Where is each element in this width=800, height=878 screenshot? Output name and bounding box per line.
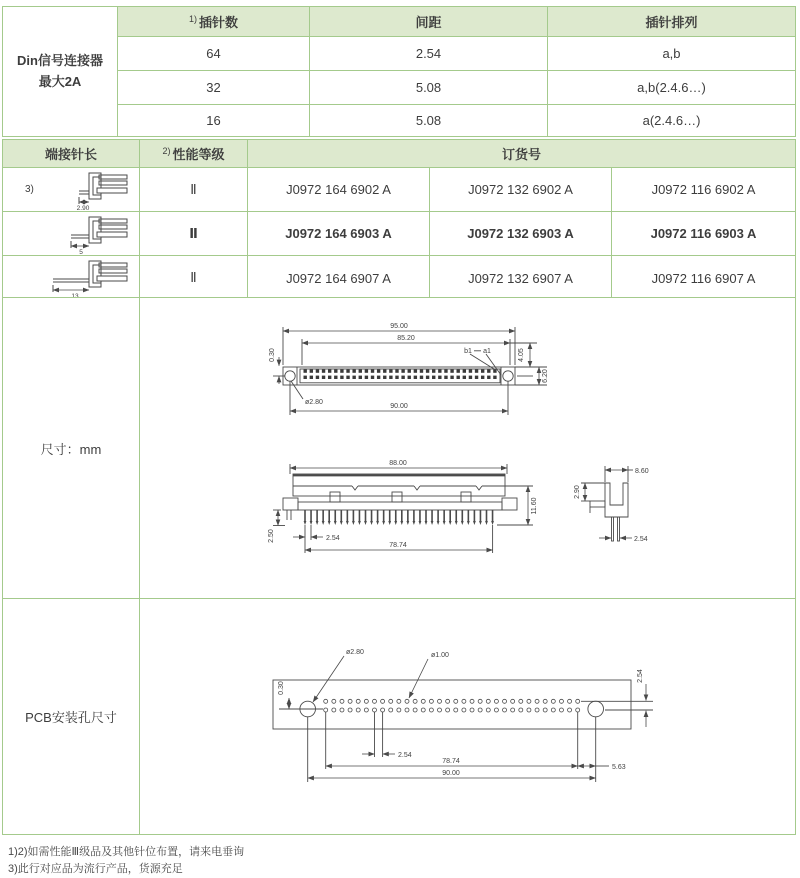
dim-label: 2.90 (76, 204, 90, 212)
dimensions-drawing-area (139, 298, 795, 598)
dim-label: 11.60 (531, 497, 538, 515)
dim-label: 5.63 (612, 764, 626, 771)
footnote-line-1: 1)2)如需性能Ⅲ级品及其他针位布置，请来电垂询 (8, 846, 245, 858)
dim-label: ø2.80 (346, 649, 364, 656)
dim-label: 2.90 (574, 485, 581, 499)
layout-cell: a,b(2.4.6…) (547, 70, 795, 104)
pin-count-cell: 32 (117, 70, 309, 104)
part-number-cell: J0972 116 6907 A (611, 255, 795, 300)
termination-pin-icon (41, 212, 131, 256)
part-number-cell: J0972 116 6902 A (611, 167, 795, 211)
termination-drawing-cell (3, 167, 139, 211)
dim-label: 2.54 (398, 752, 412, 759)
dim-label: 0.30 (269, 348, 276, 362)
dim-label: 78.74 (389, 542, 407, 549)
dim-label: 8.60 (635, 468, 649, 475)
pin-label-a1: a1 (483, 348, 491, 355)
dim-label: ø2.80 (305, 399, 323, 406)
part-number-cell: J0972 164 6902 A (247, 167, 429, 211)
dim-label: 6.20 (542, 369, 549, 383)
layout-cell: a,b (547, 36, 795, 70)
grade-cell: Ⅱ (139, 211, 247, 255)
dim-label: 90.00 (390, 403, 408, 410)
header-pitch: 间距 (309, 7, 547, 36)
header-pin-layout: 插针排列 (547, 7, 795, 36)
dimensions-section-label: 尺寸：mm (40, 441, 102, 457)
dim-label: 5 (79, 248, 83, 256)
footnote-marker-3: 3) (25, 184, 34, 195)
grade-cell: Ⅱ (139, 255, 247, 300)
pitch-cell: 2.54 (309, 36, 547, 70)
dim-label: 88.00 (389, 460, 407, 467)
variant-table (2, 6, 796, 137)
termination-pin-icon (41, 168, 131, 212)
dim-label: 90.00 (442, 770, 460, 777)
pcb-section-label: PCB安装孔尺寸 (3, 598, 139, 834)
layout-cell: a(2.4.6…) (547, 104, 795, 136)
part-number-cell: J0972 164 6907 A (247, 255, 429, 300)
footnote-marker-2: 2) (162, 145, 171, 156)
footnote-line-2: 3)此行对应品为流行产品，货源充足 (8, 863, 183, 876)
drawing-sections (2, 297, 796, 835)
part-number-cell: J0972 116 6903 A (611, 211, 795, 255)
header-grade: 2) 性能等级 (139, 140, 247, 167)
pin-label-b1: b1 (464, 348, 472, 355)
pin-count-cell: 64 (117, 36, 309, 70)
order-table (2, 139, 796, 298)
pitch-cell: 5.08 (309, 104, 547, 136)
dim-label: 4.05 (518, 348, 525, 362)
footnote-marker-1: 1) (188, 13, 197, 24)
product-line2: 最大2A (38, 73, 82, 89)
footnotes (8, 844, 244, 878)
dim-label: 95.00 (390, 323, 408, 330)
header-pin-count: 1) 插针数 (117, 7, 309, 36)
pin-count-cell: 16 (117, 104, 309, 136)
dim-label: 2.50 (268, 529, 275, 543)
product-line1: Din信号连接器 (17, 52, 103, 68)
termination-drawing-cell (3, 255, 139, 300)
termination-drawing-cell (3, 211, 139, 255)
dim-label: 0.30 (278, 681, 285, 695)
dim-label: 78.74 (442, 758, 460, 765)
termination-pin-icon (41, 256, 131, 300)
grade-cell: Ⅱ (139, 167, 247, 211)
dim-label: ø1.00 (431, 652, 449, 659)
dim-label: 2.54 (634, 536, 648, 543)
part-number-cell: J0972 132 6903 A (429, 211, 611, 255)
product-title (3, 7, 117, 136)
dim-label: 85.20 (397, 335, 415, 342)
dim-label: 2.54 (637, 669, 644, 683)
part-number-cell: J0972 164 6903 A (247, 211, 429, 255)
header-order-number: 订货号 (247, 140, 795, 167)
part-number-cell: J0972 132 6902 A (429, 167, 611, 211)
header-termination-length: 端接针长 (3, 140, 139, 167)
pitch-cell: 5.08 (309, 70, 547, 104)
pcb-drawing-area (139, 598, 795, 834)
part-number-cell: J0972 132 6907 A (429, 255, 611, 300)
dim-label: 2.54 (326, 535, 340, 542)
